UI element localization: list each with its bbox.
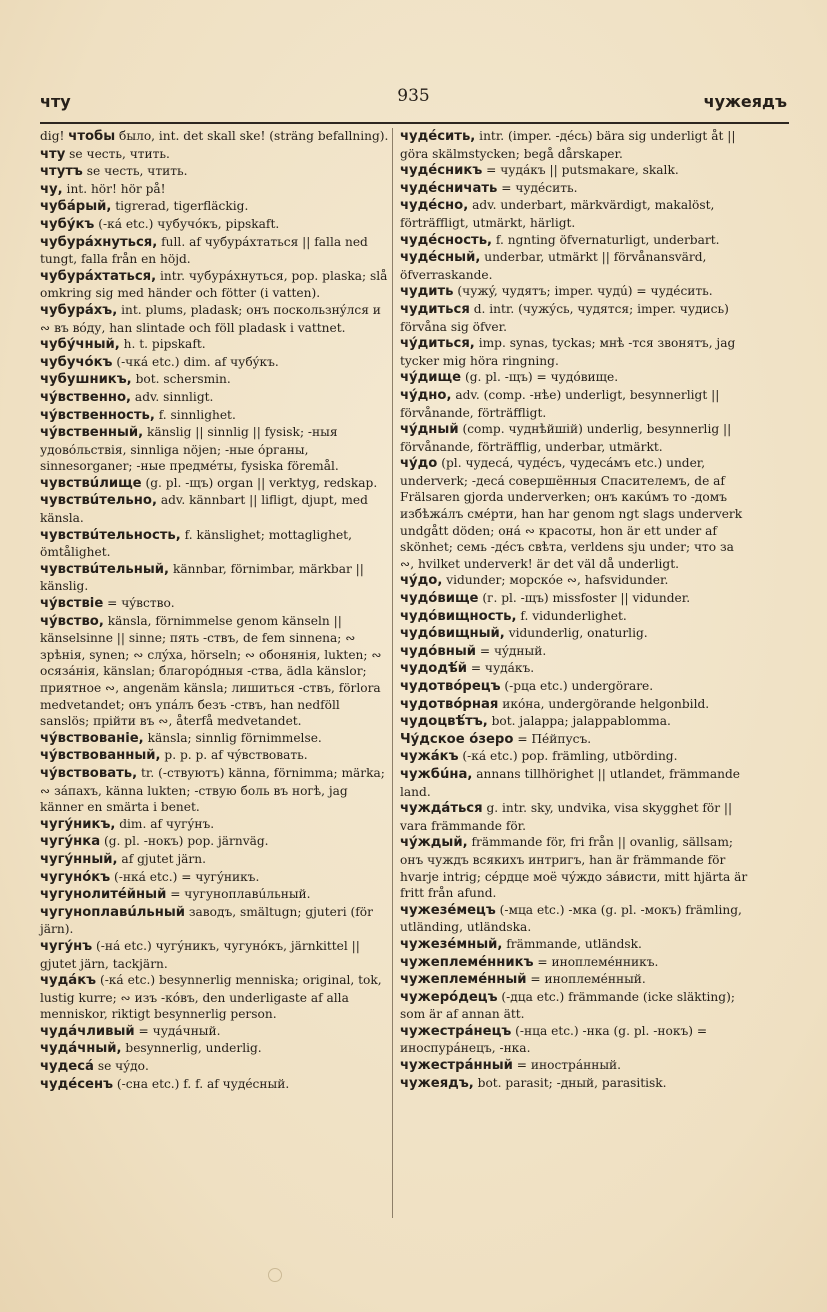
dictionary-entry [40,886,390,904]
entry-headword: чувствúлище [40,475,142,491]
entry-headword: чудéсенъ [40,1076,114,1092]
entry-definition: d. intr. (чужýсь, чудятся; imper. чудись) förvåna sig öfver. [400,301,729,334]
entry-definition: känsla; sinnlig förnimmelse. [147,730,322,745]
entry-headword: чýдный [400,422,459,438]
entry-headword: чубурáхъ, [40,302,118,318]
entry-definition: bot. parasit; -дный, parasitisk. [477,1075,667,1090]
dictionary-entry [400,572,748,590]
entry-definition: h. t. pipskaft. [123,337,206,352]
dictionary-entry [40,389,390,407]
entry-definition: intr. чубурáхнуться, pop. plaska; slå omkring sig med händer och fötter (i vatten). [40,268,388,301]
entry-headword: чýвство, [40,613,104,629]
entry-headword: чуждáться [400,801,483,817]
entry-headword: чудотвóрецъ [400,679,501,694]
entry-definition: f. vidunderlighet. [520,608,627,623]
dictionary-entry [40,938,390,972]
dictionary-entry [40,181,390,199]
entry-headword: чужестрáнецъ [400,1023,512,1039]
entry-definition: f. sinnlighet. [158,407,236,422]
entry-definition: f. ngnting öfvernaturligt, underbart. [495,232,720,247]
dictionary-entry [400,1023,748,1057]
entry-headword: чужерóдецъ [400,989,498,1005]
dictionary-entry [40,216,390,234]
entry-headword: чужеплемéнникъ [400,954,534,970]
dictionary-entry [40,972,390,1023]
entry-definition: (-мца etc.) -мка (g. pl. -мокъ) främling, utländing, utländska. [400,902,742,935]
entry-definition: (g. pl. -щъ) organ || verktyg, redskap. [145,475,378,490]
dictionary-entry [40,613,390,730]
dictionary-entry [40,234,390,268]
entry-definition: känslig || sinnlig || fysisk; -ныя удовóльствiя, sinnliga nöjen; -ные óрганы, sinnesorganer; -ные предмéты, fysiska föremål. [40,425,339,474]
entry-definition: (-сна etc.) f. f. af чудéсный. [116,1076,290,1091]
entry-definition: (-кá etc.) чубучóкъ, pipskaft. [98,216,280,231]
entry-definition: besynnerlig, underlig. [125,1041,262,1056]
entry-headword: чугýнка [40,834,101,850]
right-column [400,128,748,1092]
entry-headword: чудéсить, [400,129,476,144]
entry-definition: = чудáчный. [138,1023,221,1038]
dictionary-entry [40,851,390,869]
entry-headword: чудить [400,284,454,300]
entry-definition: (-кá etc.) pop. främling, utbörding. [462,749,678,764]
dictionary-entry [400,128,748,162]
dictionary-entry [40,595,390,613]
entry-definition: g. intr. sky, undvika, visa skygghet för || vara främmande för. [400,801,733,833]
dictionary-entry [40,904,390,938]
entry-headword: чýдиться, [400,336,475,352]
dictionary-entry [400,902,748,936]
dictionary-entry [400,369,748,387]
entry-definition: se чýдо. [97,1059,149,1074]
entry-definition: adv. kännbart || lifligt, djupt, med känsla. [40,493,368,526]
entry-definition: f. känslighet; mottaglighet, ömtålighet. [40,527,352,560]
entry-headword: чудиться [400,301,470,317]
dictionary-entry [40,128,390,146]
entry-headword: чýдище [400,370,462,386]
entry-headword: чýвственность, [40,407,155,423]
dictionary-entry [400,283,748,301]
entry-definition: (comp. чуднѣйшiй) underlig, besynnerlig || förvånande, förträfflig, underbar, utmärkt. [400,422,732,454]
entry-headword: чудéсный, [400,250,481,266]
entry-definition: int. plums, pladask; онъ поскользнýлся и ∾ въ вóду, han slintade och föll pladask i vattnet. [40,302,381,335]
entry-definition: underbar, utmärkt || förvånansvärd, öfverraskande. [400,250,707,282]
entry-headword: чужезéмецъ [400,902,496,918]
entry-definition: tr. (-ствуютъ) känna, förnimma; märka; ∾ зáпахъ, känna lukten; -ствую боль въ ногѣ, jag känner en smärta i benet. [40,765,385,815]
dictionary-entry [400,766,748,800]
dictionary-entry [40,1076,390,1094]
dictionary-entry [400,678,748,696]
dictionary-entry [40,527,390,561]
entry-headword: чудоцвѣ́тъ, [400,714,488,730]
dictionary-entry [400,748,748,766]
entry-definition: = Пéйпусъ. [517,731,592,746]
dictionary-entry [400,421,748,455]
entry-headword: чубучóкъ [40,354,113,370]
entry-headword: чубурáхнуться, [40,234,158,250]
entry-definition: adv. (comp. -нѣе) underligt, besynnerligt || förvånande, förträffligt. [400,387,720,420]
right-running-headword: чужеядъ [703,92,787,111]
entry-definition: tigrerad, tigerfläckig. [115,199,249,214]
entry-definition: = чýвство. [107,596,175,611]
dictionary-entry [400,197,748,231]
dictionary-entry [400,335,748,369]
entry-definition: kännbar, förnimbar, märkbar || känslig. [40,561,364,594]
entry-headword: чýвственный, [40,425,144,441]
dictionary-entry [400,971,748,989]
entry-headword: чудáчный, [40,1041,122,1057]
entry-headword: чýвствованный, [40,748,161,764]
entry-definition: = чудéсить. [501,180,578,195]
entry-headword: чудéсничать [400,180,498,196]
dictionary-entry [400,625,748,643]
entry-headword: чýвственно, [40,389,132,405]
entry-headword: чудóвный [400,643,476,659]
entry-definition: = иноплемéнный. [530,972,646,987]
dictionary-entry [400,180,748,198]
entry-headword: чудóвище [400,591,479,607]
entry-definition: vidunder; морскóе ∾, hafsvidunder. [446,573,669,588]
entry-headword: чужестрáнный [400,1058,513,1074]
entry-headword: чужбúна, [400,766,473,782]
entry-lead-text: dig! [40,129,65,143]
entry-headword: чугунóкъ [40,869,111,885]
dictionary-entry [40,869,390,887]
dictionary-entry [400,1075,748,1093]
entry-headword: чту [40,146,66,162]
entry-headword: чугýникъ, [40,816,116,832]
entry-headword: чýждый, [400,835,468,851]
page-header [40,86,787,112]
entry-definition: = чудáкъ. [470,661,535,676]
entry-definition: imp. synas, tyckas; мнѣ -тся звонятъ, jag tycker mig höra ringning. [400,336,736,368]
dictionary-entry [40,730,390,748]
entry-headword: чугýнный, [40,851,118,867]
dictionary-entry [400,249,748,283]
dictionary-entry [400,660,748,678]
entry-definition: икóна, undergörande helgonbild. [502,696,710,711]
dictionary-entry [400,954,748,972]
entry-definition: bot. jalappa; jalappablomma. [491,714,671,729]
entry-headword: чубáрый, [40,199,112,215]
entry-headword: чýдо, [400,573,443,589]
entry-definition: = иноплемéнникъ. [537,954,659,969]
dictionary-entry [400,301,748,335]
entry-headword: чýдо [400,456,438,472]
dictionary-entry [40,816,390,834]
header-rule [40,122,789,124]
entry-definition: vidunderlig, onaturlig. [508,626,648,641]
entry-definition: känsla, förnimmelse genom känseln || känselsinne || sinne; пять -ствъ, de fem sinnena; ∾ зрѣнiя, synen; ∾ слýха, hörseln; ∾ обонянiя, lukten; ∾ осязáнiя, känslan; благорóдныя -ства, ädla känslor; приятное ∾, angenäm känsla; лишиться -ствъ, förlora medvetandet; онъ упáлъ безъ -ствъ, han nedföll sanslös; прiйти въ ∾, återfå medvetandet. [40,613,382,729]
entry-headword: чувствúтельно, [40,493,157,509]
entry-headword: чубушникъ, [40,372,132,388]
entry-definition: (-чкá etc.) dim. af чубýкъ. [116,354,279,369]
dictionary-entry [400,696,748,714]
entry-definition: se честь, чтить. [86,164,188,179]
left-running-headword: чту [40,92,71,111]
entry-headword: чудáчливый [40,1023,135,1039]
dictionary-entry [40,336,390,354]
dictionary-entry [40,1058,390,1076]
entry-definition: främmande, utländsk. [506,936,642,951]
entry-headword: чугýнъ [40,938,93,954]
entry-headword: чудáкъ [40,973,97,989]
entry-definition: (-нá etc.) чугýникъ, чугунóкъ, järnkittel || gjutet järn, tackjärn. [40,938,360,971]
entry-headword: чудóвищный, [400,626,505,642]
dictionary-entry [400,608,748,626]
dictionary-entry [400,590,748,608]
entry-definition: bot. schersmin. [135,372,231,387]
dictionary-entry [400,1057,748,1075]
entry-definition: (-кá etc.) besynnerlig menniska; original, tok, lustig kurre; ∾ изъ -кóвъ, den underligaste af alla menniskor, riktigt besynnerlig person. [40,973,382,1022]
dictionary-entry [40,302,390,336]
entry-headword: чувствúтельный, [40,561,170,577]
left-column [40,128,390,1093]
entry-definition: было, int. det skall ske! (sträng befallning). [119,129,389,143]
entry-headword: чудéсникъ [400,163,483,179]
entry-headword: чудóвищность, [400,608,517,624]
dictionary-entry [40,492,390,526]
entry-definition: (-нкá etc.) = чугýникъ. [114,869,260,884]
entry-definition: annans tillhörighet || utlandet, främmande land. [400,766,740,799]
entry-headword: чýдно, [400,387,452,403]
dictionary-entry [400,834,748,901]
dictionary-entry [40,833,390,851]
dictionary-entry [40,1040,390,1058]
dictionary-entry [400,989,748,1023]
entry-definition: af gjutet järn. [121,851,206,866]
entry-definition: (g. pl. -щъ) = чудóвище. [464,370,619,385]
entry-headword: чубурáхтаться, [40,268,157,284]
entry-definition: p. p. p. af чýвствовать. [164,748,308,763]
entry-headword: чудодѣ́й [400,661,467,677]
column-divider [392,128,393,1218]
dictionary-entry [40,424,390,475]
dictionary-entry [400,162,748,180]
entry-headword: чýвствiе [40,596,104,612]
dictionary-entry [40,747,390,765]
entry-definition: dim. af чугýнъ. [119,816,215,831]
dictionary-entry [40,146,390,164]
entry-definition: adv. sinnligt. [134,389,214,404]
entry-headword: чубýчный, [40,337,120,353]
entry-headword: Чýдское óзеро [400,731,514,747]
entry-headword: чу, [40,181,63,197]
dictionary-entry [40,1023,390,1041]
dictionary-entry [40,268,390,302]
dictionary-entry [400,731,748,749]
entry-definition: = чудáкъ || putsmakare, skalk. [486,163,679,178]
dictionary-entry [40,163,390,181]
entry-headword: чужáкъ [400,749,459,765]
entry-headword: чугунолитéйный [40,887,167,903]
entry-headword: чудесá [40,1059,94,1075]
dictionary-entry [400,387,748,421]
entry-definition: (г. pl. -щъ) missfoster || vidunder. [482,591,691,606]
dictionary-entry [400,800,748,834]
dictionary-entry [400,713,748,731]
dictionary-entry [40,371,390,389]
dictionary-entry [40,561,390,595]
dictionary-entry [40,407,390,425]
dictionary-entry [40,765,390,816]
entry-headword: чужеплемéнный [400,972,527,988]
entry-definition: = инострáнный. [516,1058,622,1073]
entry-definition: se честь, чтить. [69,146,170,161]
entry-headword: чужезéмный, [400,936,503,952]
entry-definition: = чýдный. [479,643,547,658]
entry-definition: int. hör! hör på! [66,181,166,196]
entry-headword: чубýкъ [40,216,95,232]
entry-definition: (pl. чудесá, чудéсъ, чудесáмъ etc.) under, underverk; -десá совершённыя Спасителемъ, de af Frälsaren gjorda underverken; онъ какúмъ то -домъ избѣжáлъ смéрти, han har genom ngt slags underverk undgått döden; онá ∾ красоты, hon är ett under af skönhet; семь -дéсъ свѣта, verldens sju under; что за ∾, hvilket underverk! är det väl då underligt. [400,456,743,571]
dictionary-entry [40,475,390,493]
dictionary-entry [400,232,748,250]
entry-definition: främmande för, fri från || ovanlig, sällsam; онъ чуждъ всякихъ интригъ, han är främmande för hvarje intrig; сéрдце моё чýждо зáвисти, mitt hjärta är fritt från afund. [400,835,748,901]
entry-definition: (чужý, чудятъ; imper. чудú) = чудéсить. [457,284,713,299]
entry-definition: (-нца etc.) -нка (g. pl. -нокъ) = иноспурáнецъ, -нка. [400,1023,708,1056]
entry-headword: чýвствовать, [40,765,138,781]
entry-definition: full. af чубурáхтаться || falla ned tungt, falla från en höjd. [40,234,368,267]
entry-definition: (g. pl. -нокъ) pop. järnväg. [103,834,269,849]
entry-headword: чтобы [68,129,116,144]
entry-definition: (-дца etc.) främmande (icke släkting); som är af annan ätt. [400,989,735,1022]
entry-headword: чтутъ [40,164,83,180]
entry-headword: чýвствованiе, [40,730,144,746]
page-number: 935 [397,86,430,106]
dictionary-entry [400,643,748,661]
entry-headword: чудéсность, [400,232,493,248]
entry-headword: чужеядъ, [400,1075,474,1091]
entry-definition: = чугуноплавúльный. [170,887,311,902]
dictionary-entry [400,936,748,954]
page-stain-mark [268,1268,282,1282]
dictionary-entry [40,198,390,216]
entry-headword: чугуноплавúльный [40,904,185,920]
entry-definition: заводъ, smältugn; gjuteri (för järn). [40,904,373,937]
entry-headword: чудотвóрная [400,696,499,712]
entry-definition: intr. (imper. -дéсь) bära sig underligt åt || göra skälmstycken; begå dårskaper. [400,129,736,161]
dictionary-entry [40,354,390,372]
entry-definition: adv. underbart, märkvärdigt, makalöst, förträffligt, utmärkt, härligt. [400,198,715,230]
entry-headword: чудéсно, [400,198,469,214]
entry-headword: чувствúтельность, [40,527,181,543]
dictionary-entry [400,455,748,572]
entry-definition: (-рца etc.) undergörare. [504,679,654,693]
